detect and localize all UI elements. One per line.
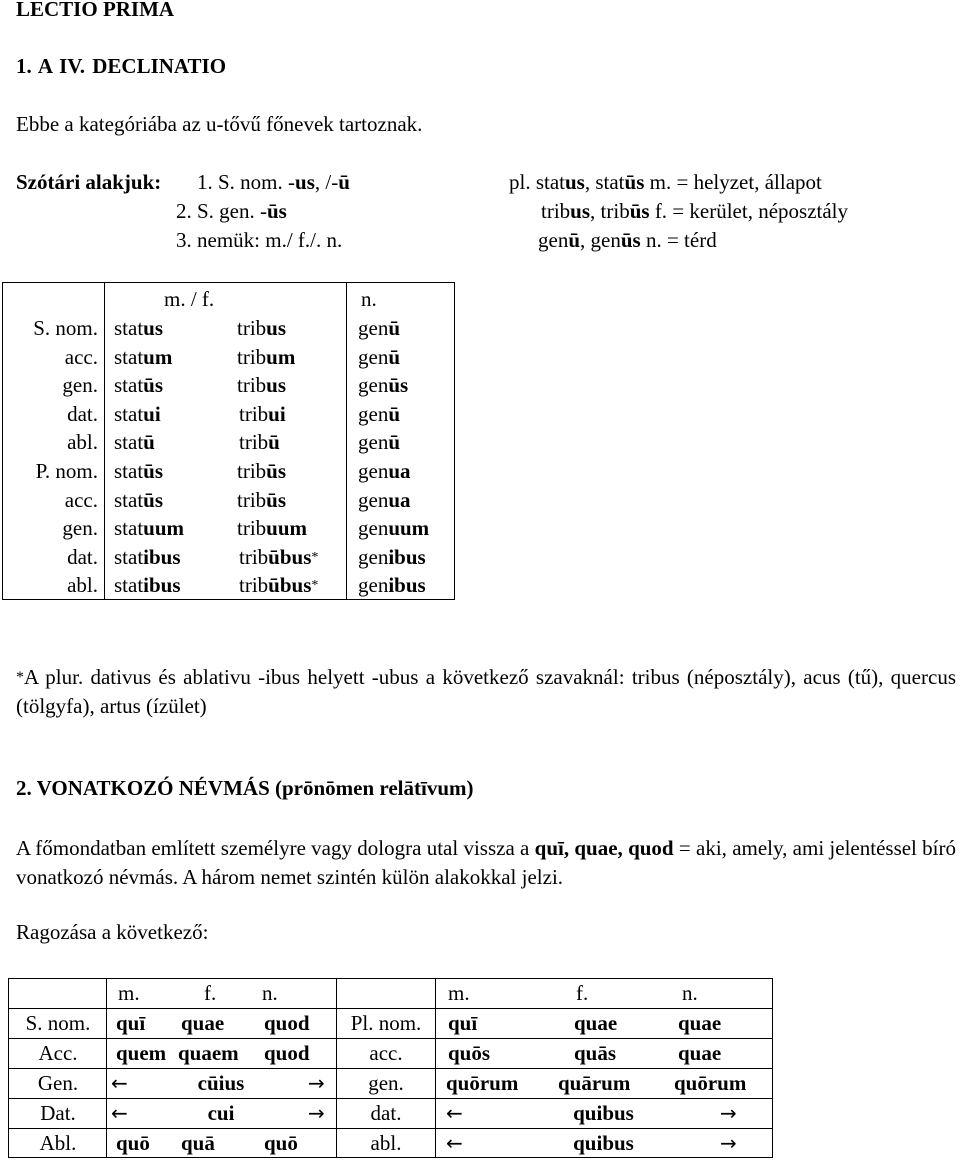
lesson-title: LECTIO PRIMA — [16, 0, 175, 21]
dict-line-3: 3. nemük: m./ f./. n. — [176, 228, 343, 252]
arrow-left-icon: ← — [111, 1101, 128, 1125]
footnote-ref: * — [311, 578, 319, 594]
word-ending: ū — [388, 344, 401, 369]
pronoun-form: quā — [181, 1131, 215, 1155]
genu-form — [358, 457, 411, 486]
table-divider-neuter — [346, 282, 347, 600]
word-ending: ū — [268, 430, 280, 455]
word-stem: stat — [114, 516, 144, 541]
genu-form — [358, 571, 426, 600]
case-label: P. nom. — [35, 459, 98, 483]
pronoun-form: quod — [264, 1011, 310, 1035]
pronoun-form: quibus — [573, 1101, 634, 1125]
pronoun-form: quārum — [558, 1071, 631, 1095]
table-divider-case — [104, 282, 105, 600]
case-label: Dat. — [40, 1101, 76, 1125]
word-stem: trib — [237, 373, 267, 398]
case-label: abl. — [67, 430, 98, 455]
word-stem: stat — [114, 316, 144, 340]
table-column-rule — [106, 978, 107, 1158]
word-stem: gen — [358, 401, 389, 426]
word-ending: ūbus — [268, 573, 312, 598]
pronoun-form: quae — [678, 1041, 722, 1065]
status-form — [114, 486, 163, 515]
word-stem: trib — [239, 401, 269, 426]
pronoun-form: cui — [207, 1101, 235, 1125]
word-ending: ua — [388, 459, 411, 483]
arrow-right-icon: → — [720, 1101, 737, 1125]
case-label: gen. — [62, 516, 98, 541]
word-ending: ua — [388, 487, 411, 512]
word-ending: ūs — [143, 487, 164, 512]
tribus-form — [237, 514, 307, 543]
tribus-form — [237, 371, 286, 400]
arrow-right-icon: → — [308, 1101, 325, 1125]
example-tribus: tribus, tribūs f. = kerület, néposztály — [541, 199, 849, 223]
word-ending: ibus — [388, 544, 426, 569]
header-gender: m. — [118, 981, 140, 1005]
case-label: abl. — [67, 573, 98, 598]
case-label: abl. — [370, 1131, 402, 1155]
status-form — [114, 543, 181, 572]
genu-form — [358, 543, 426, 572]
tribus-form — [239, 543, 318, 572]
word-stem: gen — [358, 459, 389, 483]
word-ending: ūs — [266, 487, 287, 512]
word-ending: ūs — [143, 373, 164, 398]
pronoun-form: quōs — [448, 1041, 491, 1065]
tribus-form — [237, 314, 286, 343]
table-border-top — [2, 282, 455, 283]
case-label: dat. — [67, 401, 98, 426]
header-n: n. — [361, 287, 377, 311]
tribus-form — [239, 428, 280, 457]
status-form — [114, 343, 172, 372]
case-label: acc. — [64, 344, 98, 369]
word-ending: ibus — [143, 573, 181, 598]
word-ending: ūbus — [268, 544, 312, 569]
pronoun-form: quī — [448, 1011, 478, 1035]
word-ending: ūs — [143, 459, 164, 483]
arrow-right-icon: → — [308, 1071, 325, 1095]
arrow-left-icon: ← — [446, 1131, 463, 1155]
example-status: pl. status, statūs m. = helyzet, állapot — [509, 170, 822, 194]
word-stem: trib — [239, 544, 269, 569]
word-ending: uum — [388, 516, 430, 541]
genu-form — [358, 486, 411, 515]
status-form — [114, 400, 161, 429]
pronoun-form: quō — [264, 1131, 298, 1155]
genu-form — [358, 400, 400, 429]
status-form — [114, 457, 163, 486]
pronoun-form: quae — [181, 1011, 225, 1035]
case-label: Gen. — [37, 1071, 79, 1095]
word-stem: gen — [358, 373, 389, 398]
section-heading-declinatio: 1. A IV. DECLINATIO — [16, 54, 227, 78]
header-gender: n. — [262, 981, 278, 1005]
word-stem: gen — [358, 544, 389, 569]
pronoun-form: quōrum — [674, 1071, 747, 1095]
word-stem: trib — [237, 344, 267, 369]
word-ending: ū — [388, 430, 401, 455]
pronoun-form: quō — [116, 1131, 150, 1155]
case-label: Pl. nom. — [350, 1011, 422, 1035]
word-stem: trib — [237, 316, 267, 340]
word-stem: stat — [114, 401, 144, 426]
word-stem: gen — [358, 430, 389, 455]
status-form — [114, 514, 184, 543]
word-stem: stat — [114, 487, 144, 512]
status-form — [114, 371, 163, 400]
word-stem: trib — [237, 516, 267, 541]
word-ending: ū — [388, 316, 401, 340]
pronoun-table — [8, 978, 773, 1158]
word-stem: trib — [239, 573, 269, 598]
pronoun-form: quod — [264, 1041, 310, 1065]
word-stem: stat — [114, 430, 144, 455]
status-form — [114, 314, 163, 343]
genu-form — [358, 371, 408, 400]
word-stem: trib — [237, 487, 267, 512]
genu-form — [358, 428, 400, 457]
word-stem: stat — [114, 544, 144, 569]
case-label: S. nom. — [25, 1011, 91, 1035]
arrow-left-icon: ← — [111, 1071, 128, 1095]
word-stem: gen — [358, 516, 389, 541]
example-genu: genū, genūs n. = térd — [538, 228, 717, 252]
word-stem: gen — [358, 344, 389, 369]
word-ending: ū — [143, 430, 155, 455]
word-ending: ūs — [388, 373, 409, 398]
pronoun-form: quem — [116, 1041, 167, 1065]
pronoun-description: A főmondatban említett személyre vagy dologra utal vissza a quī, quae, quod = aki, amely, ami jelentéssel bíró vonatkozó névmás. A három nemet szintén külön alakokkal jelzi. — [16, 836, 956, 889]
genu-form — [358, 343, 400, 372]
pronoun-form: quās — [574, 1041, 617, 1065]
status-form — [114, 428, 155, 457]
word-ending: ui — [268, 401, 286, 426]
word-ending: um — [143, 344, 173, 369]
arrow-right-icon: → — [720, 1131, 737, 1155]
pronoun-form: quae — [678, 1011, 722, 1035]
pronoun-form: cūius — [197, 1071, 245, 1095]
word-ending: us — [266, 373, 287, 398]
case-label: acc. — [369, 1041, 403, 1065]
declension-intro: Ragozása a következő: — [16, 920, 209, 944]
table-column-rule — [772, 978, 773, 1158]
footnote: *A plur. dativus és ablativu -ibus helyett -ubus a következő szavaknál: tribus (néposztály), acus (tű), quercus (tölgyfa), artus (ízület) — [16, 665, 956, 718]
word-stem: gen — [358, 316, 389, 340]
case-label: acc. — [64, 487, 98, 512]
tribus-form — [239, 400, 286, 429]
word-ending: ū — [388, 401, 401, 426]
tribus-form — [237, 486, 286, 515]
tribus-form — [239, 571, 318, 600]
word-stem: stat — [114, 373, 144, 398]
case-label: S. nom. — [33, 316, 98, 340]
case-label: gen. — [62, 373, 98, 398]
genu-form — [358, 514, 429, 543]
word-stem: stat — [114, 459, 144, 483]
header-gender: f. — [576, 981, 589, 1005]
case-label: dat. — [370, 1101, 402, 1125]
tribus-form — [237, 343, 295, 372]
table-border-left — [2, 282, 3, 600]
header-mf: m. / f. — [164, 287, 215, 311]
header-gender: f. — [204, 981, 217, 1005]
pronoun-form: quī — [116, 1011, 146, 1035]
section-heading-pronoun: 2. VONATKOZÓ NÉVMÁS (prōnōmen relātīvum) — [16, 776, 474, 800]
word-ending: uum — [266, 516, 308, 541]
case-label: Abl. — [39, 1131, 77, 1155]
status-form — [114, 571, 181, 600]
pronoun-form: quibus — [573, 1131, 634, 1155]
pronoun-form: quaem — [178, 1041, 239, 1065]
table-border-right — [454, 282, 455, 600]
table-column-rule — [8, 978, 9, 1158]
tribus-form — [237, 457, 286, 486]
word-ending: us — [266, 316, 287, 340]
word-ending: ibus — [388, 573, 426, 598]
header-gender: n. — [682, 981, 698, 1005]
genu-form — [358, 314, 400, 343]
word-stem: stat — [114, 573, 144, 598]
footnote-mark: * — [16, 669, 24, 686]
word-ending: ūs — [266, 459, 287, 483]
pronoun-form: quae — [574, 1011, 618, 1035]
dict-label: Szótári alakjuk: — [16, 170, 162, 194]
word-stem: trib — [239, 430, 269, 455]
header-gender: m. — [448, 981, 470, 1005]
word-stem: stat — [114, 344, 144, 369]
word-ending: um — [266, 344, 296, 369]
word-stem: gen — [358, 573, 389, 598]
pronoun-form: quōrum — [446, 1071, 519, 1095]
dict-line-2: 2. S. gen. -ūs — [176, 199, 287, 223]
case-label: gen. — [368, 1071, 404, 1095]
declension-table — [2, 282, 455, 600]
word-stem: gen — [358, 487, 389, 512]
word-stem: trib — [237, 459, 267, 483]
word-ending: uum — [143, 516, 185, 541]
word-ending: ibus — [143, 544, 181, 569]
case-label: dat. — [67, 544, 98, 569]
arrow-left-icon: ← — [446, 1101, 463, 1125]
intro-text: Ebbe a kategóriába az u-tővű főnevek tartoznak. — [16, 112, 423, 136]
case-label: Acc. — [38, 1041, 78, 1065]
dict-line-1: 1. S. nom. -us, /-ū — [197, 170, 350, 194]
word-ending: us — [143, 316, 164, 340]
footnote-ref: * — [311, 549, 319, 565]
word-ending: ui — [143, 401, 161, 426]
